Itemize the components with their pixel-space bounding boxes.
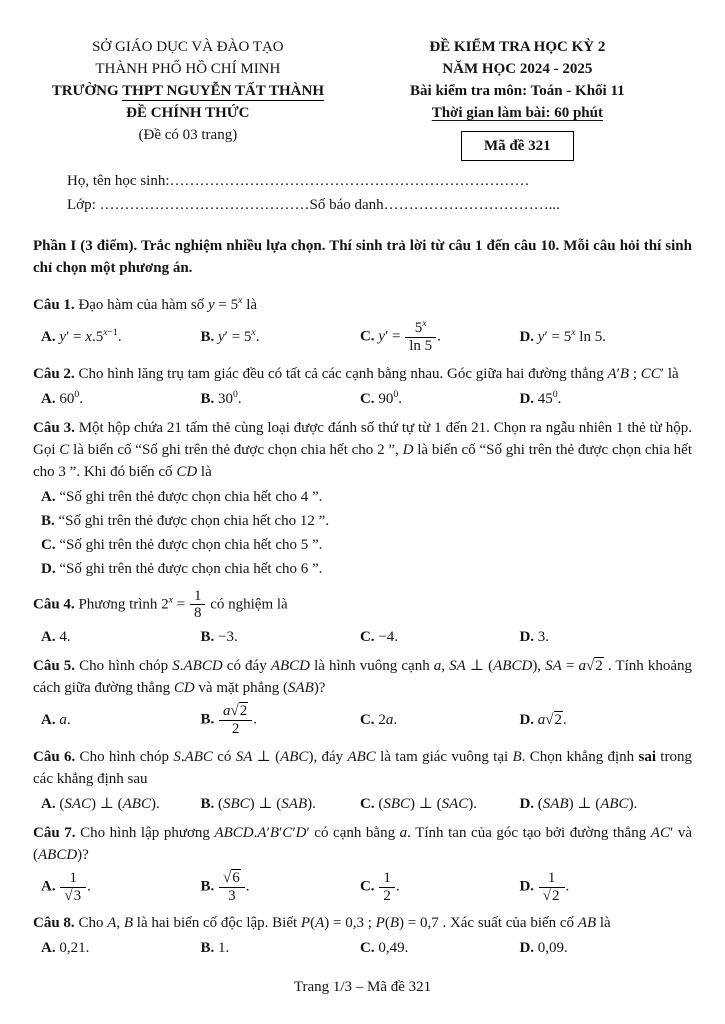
question-8	[33, 912, 692, 959]
part1-heading: Phần I (3 điểm). Trắc nghiệm nhiều lựa chọn. Thí sinh trả lời từ câu 1 đến câu 10. Mỗi câu hỏi thí sinh chỉ chọn một phương án.	[33, 238, 692, 276]
question-3-options	[33, 486, 692, 580]
question-7-stem: Câu 7. Cho hình lập phương ABCD.A′B′C′D′ có cạnh bằng a. Tính tan của góc tạo bởi đường thẳng AC′ và (ABCD)?	[33, 824, 692, 863]
question-4	[33, 587, 692, 649]
page-footer: Trang 1/3 – Mã đề 321	[293, 979, 432, 995]
student-class-line: Lớp: ……………………………………Số báo danh……………………………...	[67, 197, 560, 213]
option-d: D. a√2.	[519, 712, 567, 729]
question-5-stem: Câu 5. Cho hình chóp S.ABCD có đáy ABCD là hình vuông cạnh a, SA ⊥ (ABCD), SA = a√2 . Tính khoảng cách giữa đường thẳng CD và mặt phẳng (SAB)?	[33, 658, 693, 697]
question-4-stem: Câu 4. Phương trình $2^x$ = $\frac{1}{8}$ có nghiệm là	[33, 587, 288, 622]
option-c: C. 0,49.	[359, 940, 409, 957]
option-d: D. “Số ghi trên thẻ được chọn chia hết cho 6 ”.	[41, 560, 323, 577]
exam-code-box-wrap	[343, 124, 692, 161]
option-c: C. “Số ghi trên thẻ được chọn chia hết cho 5 ”.	[41, 536, 323, 553]
option-c: C. $90^0$.	[359, 388, 402, 407]
question-1-stem: Câu 1. Đạo hàm của hàm số $y = 5^x$ là	[33, 295, 258, 313]
option-d: D. 3.	[519, 629, 550, 646]
question-7-options	[33, 869, 692, 906]
option-c: C. $\frac{1}{2}$ .	[359, 869, 400, 904]
option-b: B. −3.	[200, 629, 238, 646]
option-d: D. $y' = 5^x$ ln 5.	[519, 327, 606, 346]
option-b: B. $30^0$.	[200, 388, 242, 407]
question-1-options	[33, 319, 692, 356]
school-year: NĂM HỌC 2024 - 2025	[442, 61, 593, 77]
student-name-line: Họ, tên học sinh:………………………………………………………………	[67, 173, 530, 189]
option-c: C. (SBC) ⊥ (SAC).	[359, 795, 478, 812]
school-line	[33, 80, 343, 102]
option-a: A. a.	[41, 712, 71, 729]
option-a: A. $60^0$.	[41, 388, 83, 407]
question-8-options	[33, 937, 692, 959]
option-b: B. (SBC) ⊥ (SAB).	[200, 795, 316, 812]
question-8-stem: Câu 8. Cho A, B là hai biến cố độc lập. Biết P(A) = 0,3 ; P(B) = 0,7 . Xác suất của biến cố AB là	[33, 915, 611, 932]
option-b: B. 1.	[200, 940, 230, 957]
option-a: A. 0,21.	[41, 940, 90, 957]
question-2-options	[33, 388, 692, 410]
question-3	[33, 417, 692, 580]
student-info	[33, 169, 692, 217]
option-d: D. $45^0$.	[519, 388, 562, 407]
question-4-options	[33, 626, 692, 648]
duration-line: Thời gian làm bài: 60 phút	[431, 105, 603, 121]
city-line: THÀNH PHỐ HỒ CHÍ MINH	[95, 61, 281, 77]
exam-title: ĐỀ KIỂM TRA HỌC KỲ 2	[429, 39, 606, 55]
questions	[33, 294, 692, 959]
option-a: A. $y' = x.5^{x-1}$.	[41, 327, 122, 346]
option-a: A. (SAC) ⊥ (ABC).	[41, 795, 160, 812]
option-d: D. (SAB) ⊥ (ABC).	[519, 795, 638, 812]
exam-code-box: Mã đề 321	[461, 131, 574, 161]
option-a: A. $\frac{1}{√3}$ .	[41, 869, 91, 904]
question-2-stem: Câu 2. Cho hình lăng trụ tam giác đều có tất cả các cạnh bằng nhau. Góc giữa hai đường thẳng A′B ; CC′ là	[33, 365, 679, 382]
question-6-stem: Câu 6. Cho hình chóp S.ABC có SA ⊥ (ABC), đáy ABC là tam giác vuông tại B. Chọn khẳng định sai trong các khẳng định sau	[33, 748, 692, 787]
question-1	[33, 294, 692, 356]
option-b: B. $\frac{a√2}{2}$ .	[200, 703, 257, 737]
option-b: B. “Số ghi trên thẻ được chọn chia hết cho 12 ”.	[41, 512, 330, 529]
option-b: B. $\frac{√6}{3}$ .	[200, 869, 250, 904]
school-name-underlined: THPT NGUYỄN TẤT THÀNH	[122, 83, 324, 99]
question-7	[33, 822, 692, 906]
official-exam-line: ĐỀ CHÍNH THỨC	[126, 105, 250, 121]
option-c: C. −4.	[359, 629, 399, 646]
question-5-options	[33, 702, 692, 739]
option-a: A. 4.	[41, 629, 71, 646]
option-a: A. “Số ghi trên thẻ được chọn chia hết cho 4 ”.	[41, 488, 323, 505]
option-d: D. 0,09.	[519, 940, 568, 957]
option-c: C. 2a.	[359, 712, 398, 729]
department-line: SỞ GIÁO DỤC VÀ ĐÀO TẠO	[92, 39, 284, 55]
option-b: B. $y' = 5^x$.	[200, 327, 260, 346]
question-2	[33, 363, 692, 410]
subject-line: Bài kiểm tra môn: Toán - Khối 11	[410, 83, 625, 99]
question-3-stem: Câu 3. Một hộp chứa 21 tấm thẻ cùng loại được đánh số thứ tự từ 1 đến 21. Chọn ra ngẫu nhiên 1 thẻ từ hộp. Gọi C là biến cố “Số ghi trên thẻ được chọn chia hết cho 2 ”, D là biến cố “Số ghi trên thẻ được chọn chia hết cho 3 ”. Khi đó biến cố CD là	[33, 419, 692, 480]
header-right	[343, 36, 692, 161]
question-6	[33, 746, 692, 815]
question-6-options	[33, 793, 692, 815]
option-d: D. $\frac{1}{√2}$ .	[519, 869, 570, 904]
exam-header	[33, 36, 692, 161]
pages-note: (Đề có 03 trang)	[138, 127, 238, 143]
header-left	[33, 36, 343, 161]
school-name-prefix: TRƯỜNG	[51, 83, 123, 99]
question-5	[33, 655, 692, 739]
option-c: C. y′ = $\frac{5^x}{\ln 5}$ .	[359, 318, 441, 354]
